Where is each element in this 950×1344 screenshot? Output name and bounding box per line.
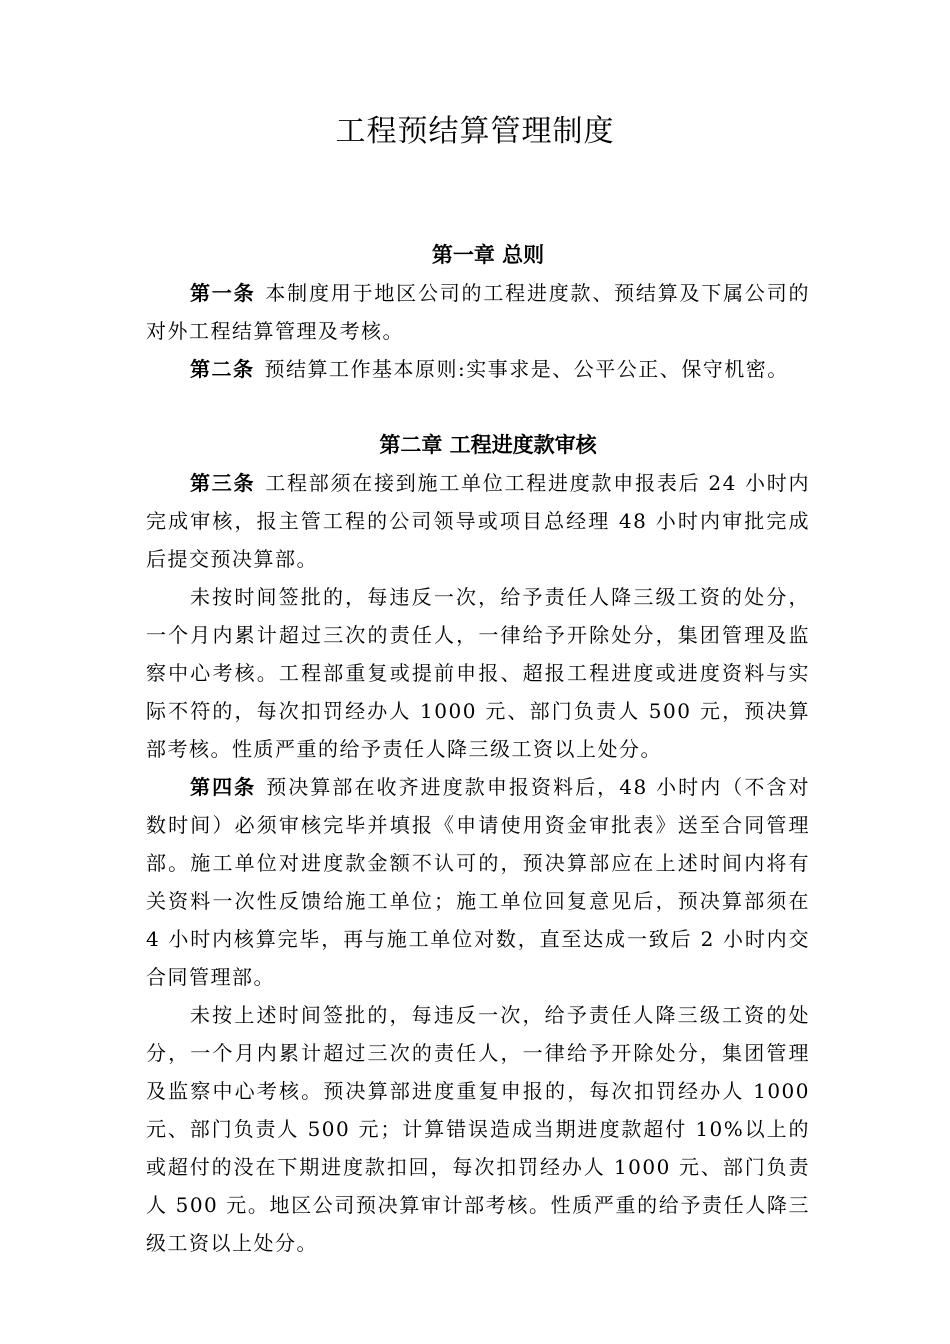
article-label: 第一条 [190, 281, 256, 305]
article-text: 预结算工作基本原则:实事求是、公平公正、保守机密。 [264, 357, 789, 381]
article-paragraph [146, 768, 810, 996]
article-label: 第三条 [190, 471, 256, 495]
article-paragraph [146, 578, 810, 768]
article-paragraph [146, 274, 810, 350]
article-paragraph [146, 464, 810, 578]
article-text: 未按上述时间签批的，每违反一次，给予责任人降三级工资的处分，一个月内累计超过三次的责任人，一律给予开除处分，集团管理及监察中心考核。预决算部进度重复申报的，每次扣罚经办人 1000 元、部门负责人 500 元；计算错误造成当期进度款超付 10%以上的或超付的没在下期进度款扣回，每次扣罚经办人 1000 元、部门负责人 500 元。地区公司预决算审计部考核。性质严重的给予责任人降三级工资以上处分。 [146, 1003, 810, 1255]
article-text: 未按时间签批的，每违反一次，给予责任人降三级工资的处分，一个月内累计超过三次的责任人，一律给予开除处分，集团管理及监察中心考核。工程部重复或提前申报、超报工程进度或进度资料与实际不符的，每次扣罚经办人 1000 元、部门负责人 500 元，预决算部考核。性质严重的给予责任人降三级工资以上处分。 [146, 585, 810, 761]
document-title: 工程预结算管理制度 [335, 114, 615, 149]
article-text: 本制度用于地区公司的工程进度款、预结算及下属公司的对外工程结算管理及考核。 [146, 281, 811, 343]
article-text: 预决算部在收齐进度款申报资料后，48 小时内（不含对数时间）必须审核完毕并填报《申请使用资金审批表》送至合同管理部。施工单位对进度款金额不认可的，预决算部应在上述时间内将有关资料一次性反馈给施工单位；施工单位回复意见后，预决算部须在 4 小时内核算完毕，再与施工单位对数，直至达成一致后 2 小时内交合同管理部。 [146, 775, 811, 989]
chapter-heading: 第一章 总则 [431, 242, 545, 267]
article-paragraph [146, 996, 810, 1262]
article-paragraph [146, 350, 810, 388]
article-text: 工程部须在接到施工单位工程进度款申报表后 24 小时内完成审核，报主管工程的公司领导或项目总经理 48 小时内审批完成后提交预决算部。 [146, 471, 810, 571]
chapter-heading: 第二章 工程进度款审核 [379, 432, 597, 457]
article-label: 第二条 [190, 357, 255, 381]
article-label: 第四条 [190, 775, 257, 799]
document-body [146, 236, 810, 1262]
